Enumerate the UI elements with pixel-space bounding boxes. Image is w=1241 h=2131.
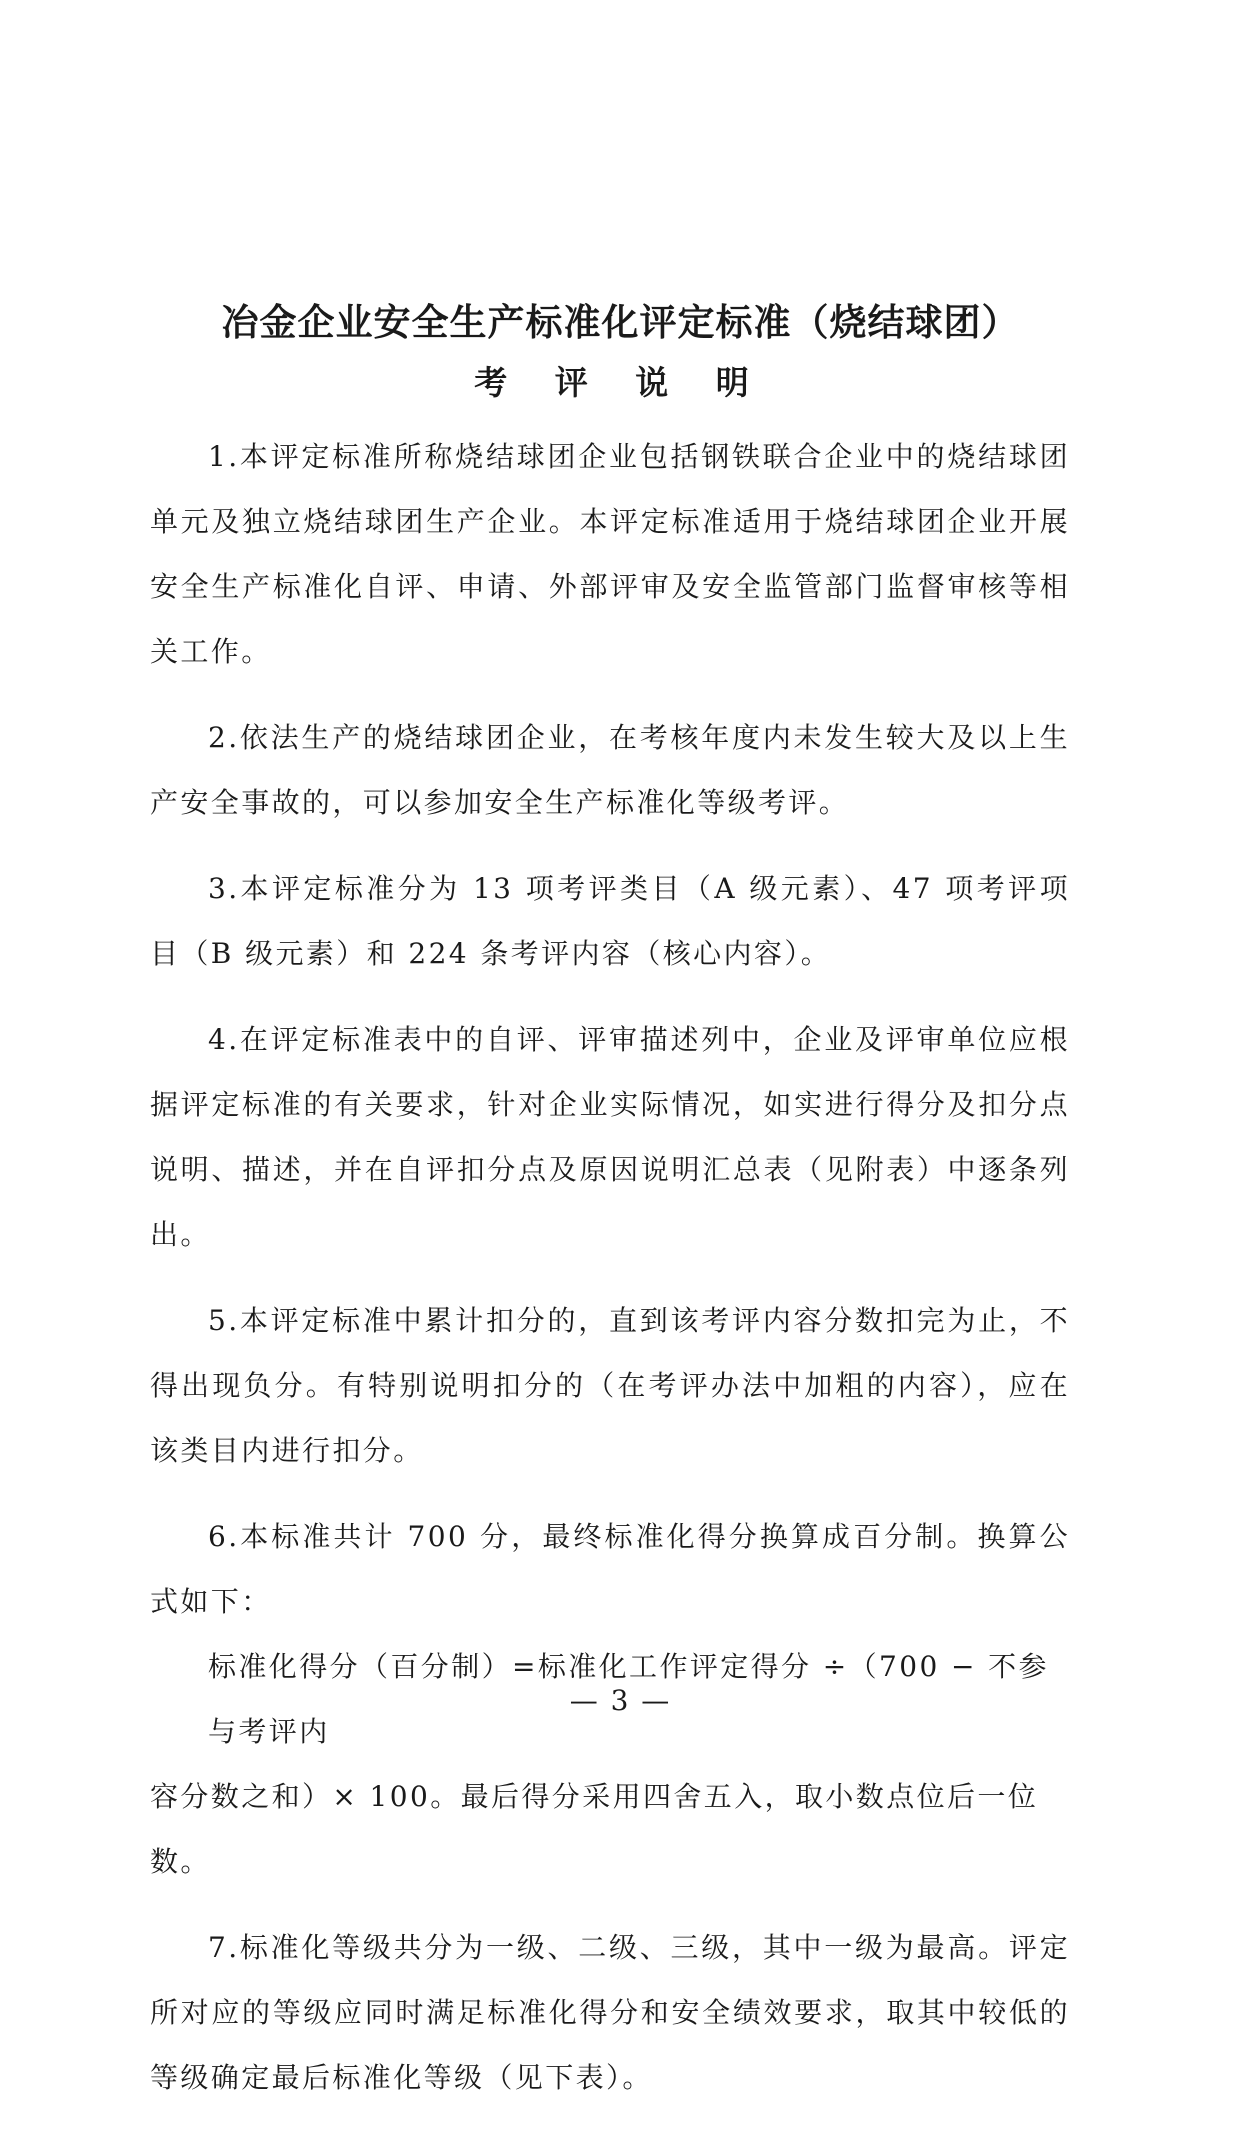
section-subtitle: 考 评 说 明 bbox=[474, 363, 767, 402]
paragraph-5: 5.本评定标准中累计扣分的，直到该考评内容分数扣完为止，不得出现负分。有特别说明扣分的（在考评办法中加粗的内容），应在该类目内进行扣分。 bbox=[150, 1304, 1070, 1467]
paragraph-6: 6.本标准共计 700 分，最终标准化得分换算成百分制。换算公式如下： bbox=[150, 1520, 1070, 1618]
paragraph-1: 1.本评定标准所称烧结球团企业包括钢铁联合企业中的烧结球团单元及独立烧结球团生产企业。本评定标准适用于烧结球团企业开展安全生产标准化自评、申请、外部评审及安全监管部门监督审核等相关工作。 bbox=[150, 440, 1070, 668]
formula-line-2: 容分数之和）× 100。最后得分采用四舍五入，取小数点位后一位数。 bbox=[150, 1780, 1039, 1878]
paragraph-7: 7.标准化等级共分为一级、二级、三级，其中一级为最高。评定所对应的等级应同时满足标准化得分和安全绩效要求，取其中较低的等级确定最后标准化等级（见下表）。 bbox=[150, 1931, 1070, 2094]
formula-line-1: 标准化得分（百分制）=标准化工作评定得分 ÷（700 − 不参与考评内 bbox=[208, 1650, 1049, 1748]
document-body bbox=[150, 424, 1070, 2131]
document-title: 冶金企业安全生产标准化评定标准（烧结球团） bbox=[221, 301, 1020, 344]
paragraph-4: 4.在评定标准表中的自评、评审描述列中，企业及评审单位应根据评定标准的有关要求，针对企业实际情况，如实进行得分及扣分点说明、描述，并在自评扣分点及原因说明汇总表（见附表）中逐条列出。 bbox=[150, 1023, 1070, 1251]
paragraph-2: 2.依法生产的烧结球团企业，在考核年度内未发生较大及以上生产安全事故的，可以参加安全生产标准化等级考评。 bbox=[150, 721, 1070, 819]
formula bbox=[150, 1634, 1070, 1894]
paragraph-3: 3.本评定标准分为 13 项考评类目（A 级元素）、47 项考评项目（B 级元素）和 224 条考评内容（核心内容）。 bbox=[150, 872, 1070, 970]
page-number: — 3 — bbox=[569, 1684, 672, 1717]
